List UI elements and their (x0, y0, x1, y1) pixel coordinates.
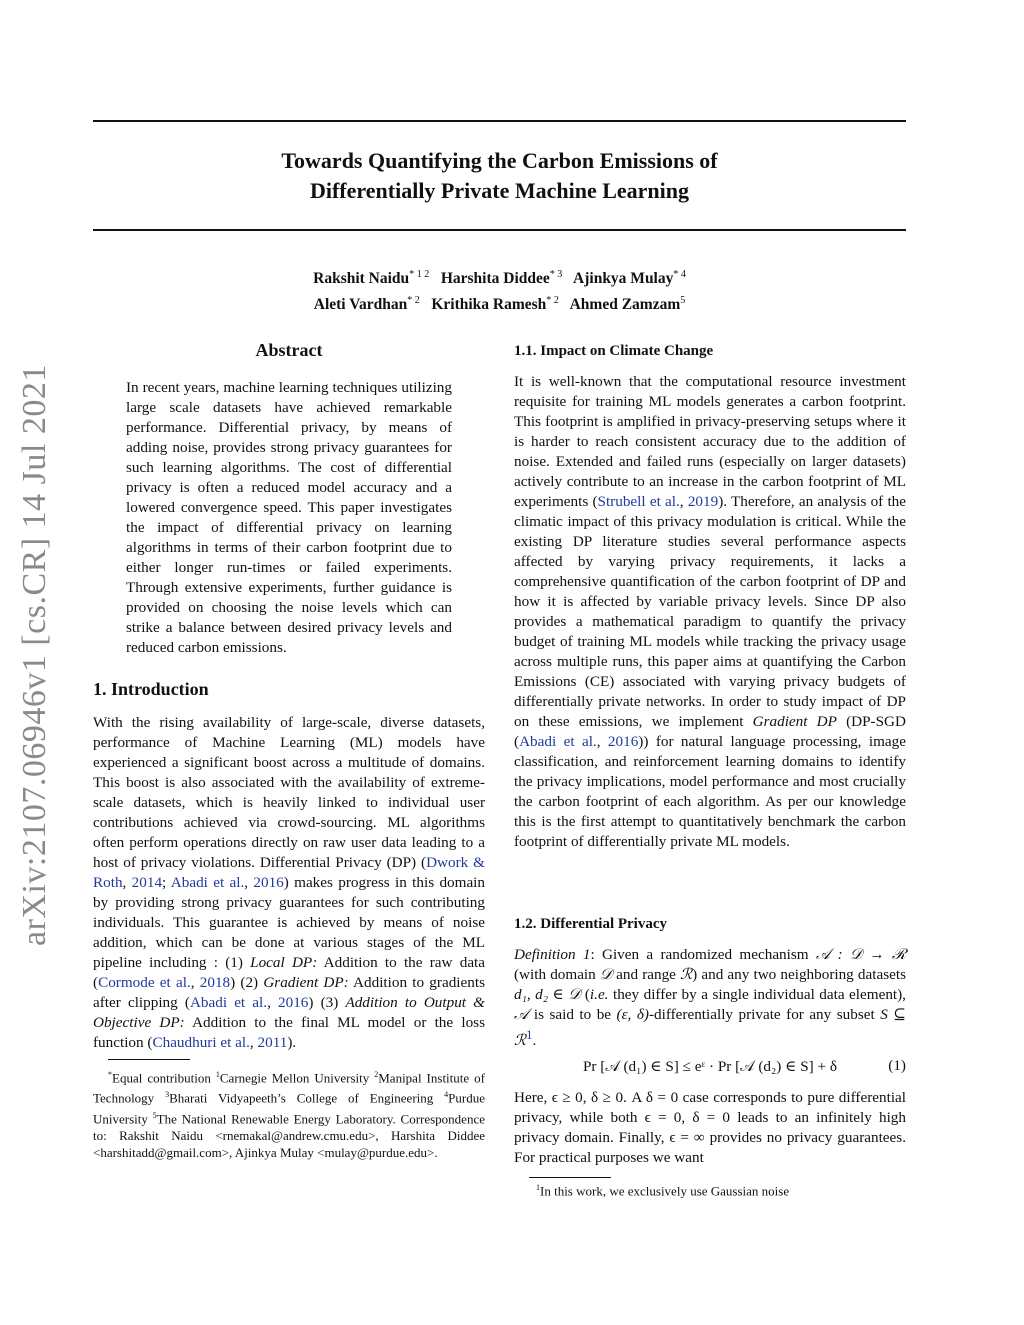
citation-link[interactable]: Abadi et al. (519, 733, 597, 750)
citation-link[interactable]: 2014 (131, 874, 163, 891)
author-affiliation: * 2 (546, 295, 559, 307)
citation-link[interactable]: Abadi et al. (189, 994, 268, 1011)
paper-title (93, 146, 906, 206)
equation-body: Pr [𝒜 (d₁) ∈ S] ≤ eᵋ · Pr [𝒜 (d₂) ∈ S] + δ (582, 1058, 838, 1075)
equation-1 (514, 1057, 906, 1076)
citation-link[interactable]: Abadi et al. (170, 874, 245, 891)
affiliation-footnote: *Equal contribution $^1$Carnegie Mellon University $^2$Manipal Institute of Technology $^3$Bharati Vidyapeeth’s College of Engineering $^4$Purdue University $^5$The National Renewable Energy Laboratory. Correspondence to: Rakshit Naidu <rnemakal@andrew.cmu.edu>, Harshita Diddee <harshitadd@gmail.com>, Ajinkya Mulay <mulay@purdue.edu>. (93, 1070, 486, 1160)
author-row-2 (93, 290, 906, 316)
citation-link[interactable]: Dwork & Roth (93, 854, 485, 891)
gaussian-footnote: $^1$In this work, we exclusively use Gaussian noise (536, 1183, 790, 1199)
abstract-text: In recent years, machine learning techniques utilizing large scale datasets have achieved remarkable performance. Differential privacy, by means of adding noise, provides strong privacy guarantees for such learning algorithms. The cost of differential privacy is often a reduced model accuracy and a lowered convergence speed. This paper investigates the impact of differential privacy on learning algorithms in terms of their carbon footprint due to either longer run-times or failed experiments. Through extensive experiments, further guidance is provided on choosing the noise levels which can strike a balance between desired privacy levels and reduced carbon emissions. (126, 379, 452, 656)
citation-link[interactable]: 2016 (278, 994, 309, 1011)
title-bottom-rule (93, 229, 906, 231)
section-1-1-heading: 1.1. Impact on Climate Change (514, 343, 714, 359)
author-list (93, 264, 906, 316)
author-name: Ajinkya Mulay (573, 270, 674, 288)
citation-link[interactable]: 2018 (199, 974, 231, 991)
citation-link[interactable]: Chaudhuri et al. (152, 1034, 250, 1051)
section-1-1-body (514, 372, 906, 852)
definition-block (514, 945, 906, 1051)
author-name: Ahmed Zamzam (569, 296, 681, 314)
footnote-ref-link[interactable]: 1 (526, 1028, 533, 1042)
abstract-heading: Abstract (255, 340, 323, 360)
author-affiliation: * 3 (549, 269, 563, 280)
citation-link[interactable]: 2016 (253, 874, 284, 891)
citation-link[interactable]: 2016 (607, 733, 639, 750)
title-top-rule (93, 120, 906, 122)
citation-link[interactable]: Strubell et al. (597, 493, 680, 510)
arxiv-stamp: arXiv:2107.06946v1 [cs.CR] 14 Jul 2021 (16, 364, 53, 946)
definition-paragraph: Definition 1: Given a randomized mechanism 𝒜 : 𝒟 → ℛ (with domain 𝒟 and range ℛ) and any two neighboring datasets d₁, d₂ ∈ 𝒟 (i.e. they differ by a single individual data element), 𝒜 is said to be (ε, δ)-differentially private for any subset S ⊆ ℛ$^1$. (514, 946, 907, 1050)
citation-link[interactable]: 2019 (687, 493, 719, 510)
author-name: Aleti Vardhan (313, 296, 408, 314)
footnote-rule-right (529, 1177, 611, 1178)
citation-link[interactable]: Cormode et al. (98, 974, 191, 991)
citation-link[interactable]: 2011 (257, 1034, 288, 1051)
abstract-body (126, 378, 452, 658)
author-affiliation: * 4 (673, 269, 686, 280)
footnote-rule (108, 1059, 190, 1060)
author-name: Harshita Diddee (440, 270, 550, 288)
author-name: Krithika Ramesh (431, 296, 547, 314)
privacy-explanation (514, 1088, 906, 1168)
privacy-explanation-text: Here, ϵ ≥ 0, δ ≥ 0. A δ = 0 case corresponds to pure differential privacy, while both ϵ = 0, δ = 0 leads to an infinitely high privacy domain. Finally, ϵ = ∞ provides no privacy guarantees. For practical purposes we want (514, 1089, 906, 1166)
author-affiliation: * 1 2 (409, 269, 430, 280)
introduction-heading: 1. Introduction (93, 679, 209, 699)
author-name: Rakshit Naidu (313, 270, 410, 288)
section-1-1-paragraph: It is well-known that the computational resource investment requisite for training ML models generates a carbon footprint. This footprint is amplified in privacy-preserving setups where it is harder to reach consistent accuracy due to the addition of noise. Extended and failed runs (especially on larger datasets) actively contribute to an increase in the carbon footprint of ML experiments (Strubell et al., 2019). Therefore, an analysis of the climatic impact of this privacy modulation is critical. While the existing DP literature studies several performance aspects affected by varying privacy requirements, it lacks a comprehensive quantification of the carbon footprint of DP and how it is affected by variable privacy levels. Since DP also provides a mathematical paradigm to quantify the privacy budget of training ML models while tracking the privacy usage across multiple runs, this paper aims at quantifying the Carbon Emissions (CE) associated with varying privacy budgets of differentially private networks. In order to study impact of DP on these emissions, we implement Gradient DP (DP-SGD (Abadi et al., 2016)) for natural language processing, image classification, and reinforcement learning domains to identify the privacy implications, model performance and most crucially the carbon footprint of each algorithm. As per our knowledge this is the first attempt to quantitatively benchmark the carbon footprint of differentially private ML models. (514, 373, 907, 850)
title-line-2: Differentially Private Machine Learning (309, 178, 690, 203)
equation-number: (1) (888, 1057, 906, 1074)
title-line-1: Towards Quantifying the Carbon Emissions of (281, 148, 718, 173)
introduction-paragraph: With the rising availability of large-scale, diverse datasets, performance of Machine Learning (ML) models have experienced a significant boost across a multitude of domains. This boost is also associated with the availability of extreme-scale datasets, which is heavily linked to individual user contributions achieved via crowd-sourcing. ML algorithms often perform operations directly on raw user data leading to a host of privacy violations. Differential Privacy (DP) (Dwork & Roth, 2014; Abadi et al., 2016) makes progress in this domain by providing strong privacy guarantees for such contributing individuals. This guarantee is achieved by means of noise addition, which can be done at various stages of the ML pipeline including : (1) Local DP: Addition to the raw data (Cormode et al., 2018) (2) Gradient DP: Addition to gradients after clipping (Abadi et al., 2016) (3) Addition to Output & Objective DP: Addition to the final ML model or the loss function (Chaudhuri et al., 2011). (93, 714, 486, 1051)
section-1-2-heading: 1.2. Differential Privacy (514, 916, 668, 932)
author-row-1 (93, 264, 906, 290)
introduction-body (93, 713, 485, 1053)
author-affiliation: * 2 (407, 295, 420, 307)
author-affiliation: 5 (680, 295, 686, 307)
